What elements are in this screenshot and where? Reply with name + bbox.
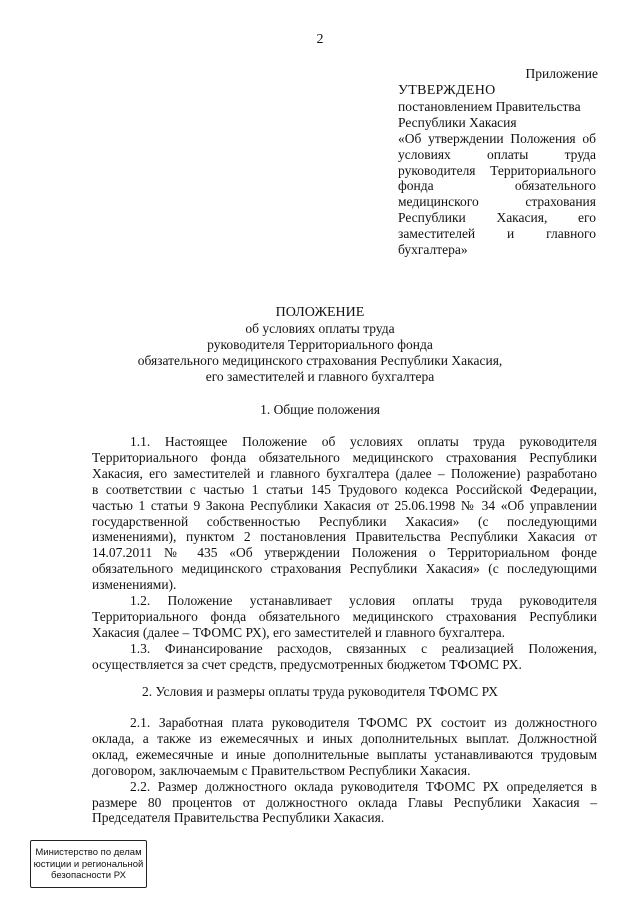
approval-line: «Об утверждении Положения об	[398, 130, 596, 146]
approval-line: медицинского страхования	[398, 194, 596, 210]
paragraph-line: частью 1 статьи 9 Закона Республики Хакасия от 25.06.1998 № 34 «Об управлении	[92, 497, 597, 513]
page-number: 2	[316, 32, 324, 47]
paragraph-line: обязательного медицинского страхования Республики Хакасия» (с последующими	[92, 561, 597, 577]
appendix-label: Приложение	[525, 66, 598, 81]
approval-line: руководителя Территориального	[398, 162, 596, 178]
stamp-line: юстиции и региональной	[33, 858, 144, 870]
approved-title: УТВЕРЖДЕНО	[398, 83, 496, 98]
paragraph-line: Хакасия (далее – ТФОМС РХ), его заместителей и главного бухгалтера.	[92, 624, 505, 640]
approval-line: заместителей и главного	[398, 226, 596, 242]
document-title	[0, 305, 640, 385]
paragraph-line: 1.3. Финансирование расходов, связанных с реализацией Положения,	[130, 640, 597, 656]
title-line: обязательного медицинского страхования Республики Хакасия,	[137, 353, 503, 369]
section-2-heading: 2. Условия и размеры оплаты труда руководителя ТФОМС РХ	[142, 684, 498, 699]
section-2-body	[92, 715, 597, 826]
approval-line: Республики Хакасия, его	[398, 210, 596, 226]
approval-line: Республики Хакасия	[398, 114, 517, 130]
approval-line: условиях оплаты труда	[398, 146, 596, 162]
title-line: его заместителей и главного бухгалтера	[205, 369, 435, 385]
approval-line: фонда обязательного	[398, 178, 596, 194]
section-1-body	[92, 434, 597, 673]
paragraph-line: в соответствии с частью 1 статьи 145 Трудового кодекса Российской Федерации,	[92, 481, 597, 497]
approval-line: бухгалтера»	[398, 242, 468, 258]
paragraph-line: осуществляется за счет средств, предусмотренных бюджетом ТФОМС РХ.	[92, 656, 522, 672]
paragraph-line: изменениями).	[92, 577, 177, 593]
stamp-line: Министерство по делам	[35, 847, 142, 858]
paragraph-line: Хакасия, его заместителей и главного бухгалтера (далее – Положение) разработано	[92, 465, 597, 481]
ministry-stamp	[30, 840, 147, 888]
stamp-line: безопасности РХ	[51, 870, 126, 881]
paragraph-line: 2.2. Размер должностного оклада руководителя ТФОМС РХ определяется в	[130, 778, 597, 794]
approval-block	[398, 83, 596, 258]
paragraph-line: 1.2. Положение устанавливает условия оплаты труда руководителя	[130, 593, 597, 609]
paragraph-line: изменениями), пунктом 2 постановления Правительства Республики Хакасия от	[92, 529, 597, 545]
title-main: ПОЛОЖЕНИЕ	[275, 305, 365, 320]
paragraph-line: государственной собственностью Республики Хакасия» (с последующими	[92, 513, 597, 529]
paragraph-line: размере 80 процентов от должностного оклада Главы Республики Хакасия –	[92, 794, 597, 810]
paragraph-line: 1.1. Настоящее Положение об условиях оплаты труда руководителя	[130, 434, 597, 449]
title-line: об условиях оплаты труда	[245, 321, 395, 337]
paragraph-line: оклада, а также из ежемесячных и иных дополнительных выплат. Должностной	[92, 730, 597, 746]
paragraph-line: Председателя Правительства Республики Хакасия.	[92, 810, 385, 826]
approval-line: постановлением Правительства	[398, 98, 581, 114]
paragraph-line: оклад, ежемесячные и иные дополнительные выплаты устанавливаются трудовым	[92, 746, 597, 762]
paragraph-line: договором, заключаемым с Правительством Республики Хакасия.	[92, 762, 471, 778]
paragraph-line: Территориального фонда обязательного медицинского страхования Республики	[92, 608, 597, 624]
section-1-heading: 1. Общие положения	[260, 402, 380, 417]
paragraph-line: 2.1. Заработная плата руководителя ТФОМС РХ состоит из должностного	[130, 715, 597, 730]
paragraph-line: Территориального фонда обязательного медицинского страхования Республики	[92, 449, 597, 465]
title-line: руководителя Территориального фонда	[207, 337, 433, 353]
paragraph-line: 14.07.2011 № 435 «Об утверждении Положения о Территориальном фонде	[92, 545, 597, 561]
